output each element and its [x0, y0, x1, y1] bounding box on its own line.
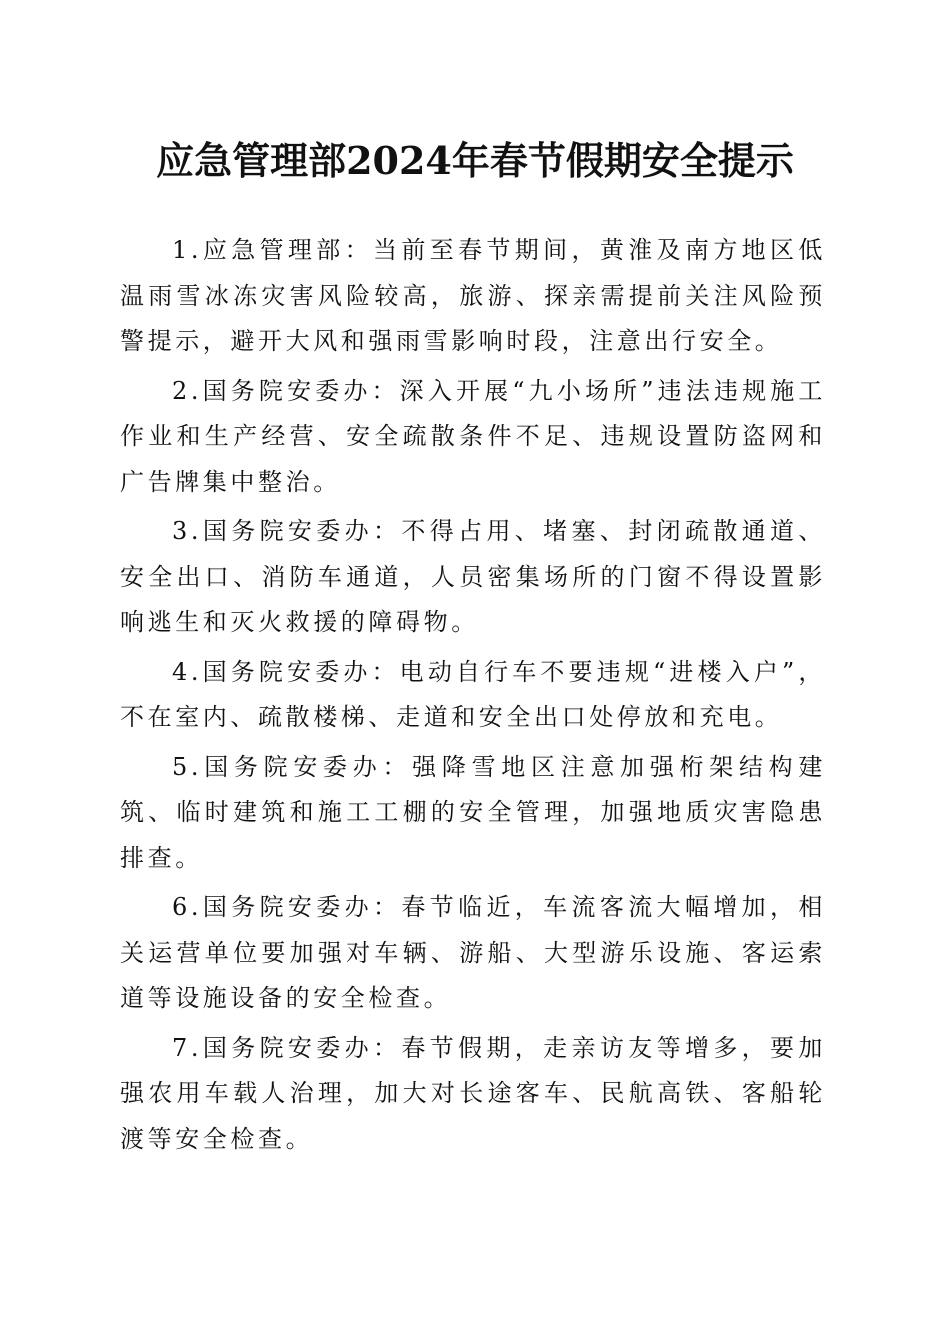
paragraph-2: 2.国务院安委办：深入开展“九小场所”违法违规施工作业和生产经营、安全疏散条件不足、违规设置防盗网和广告牌集中整治。: [120, 376, 826, 496]
paragraph-1: 1.应急管理部：当前至春节期间，黄淮及南方地区低温雨雪冰冻灾害风险较高，旅游、探亲需提前关注风险预警提示，避开大风和强雨雪影响时段，注意出行安全。: [120, 236, 826, 355]
document-title: 应急管理部2024年春节假期安全提示: [156, 138, 794, 183]
paragraph-5: 5.国务院安委办：强降雪地区注意加强桁架结构建筑、临时建筑和施工工棚的安全管理，加强地质灾害隐患排查。: [120, 752, 826, 872]
paragraph-7: 7.国务院安委办：春节假期，走亲访友等增多，要加强农用车载人治理，加大对长途客车、民航高铁、客船轮渡等安全检查。: [120, 1033, 826, 1153]
paragraph-4: 4.国务院安委办：电动自行车不要违规“进楼入户”，不在室内、疏散楼梯、走道和安全出口处停放和充电。: [120, 657, 826, 731]
paragraph-3: 3.国务院安委办：不得占用、堵塞、封闭疏散通道、安全出口、消防车通道，人员密集场所的门窗不得设置影响逃生和灭火救援的障碍物。: [120, 517, 826, 636]
document-body: [120, 228, 826, 1166]
paragraph-6: 6.国务院安委办：春节临近，车流客流大幅增加，相关运营单位要加强对车辆、游船、大型游乐设施、客运索道等设施设备的安全检查。: [120, 893, 826, 1012]
